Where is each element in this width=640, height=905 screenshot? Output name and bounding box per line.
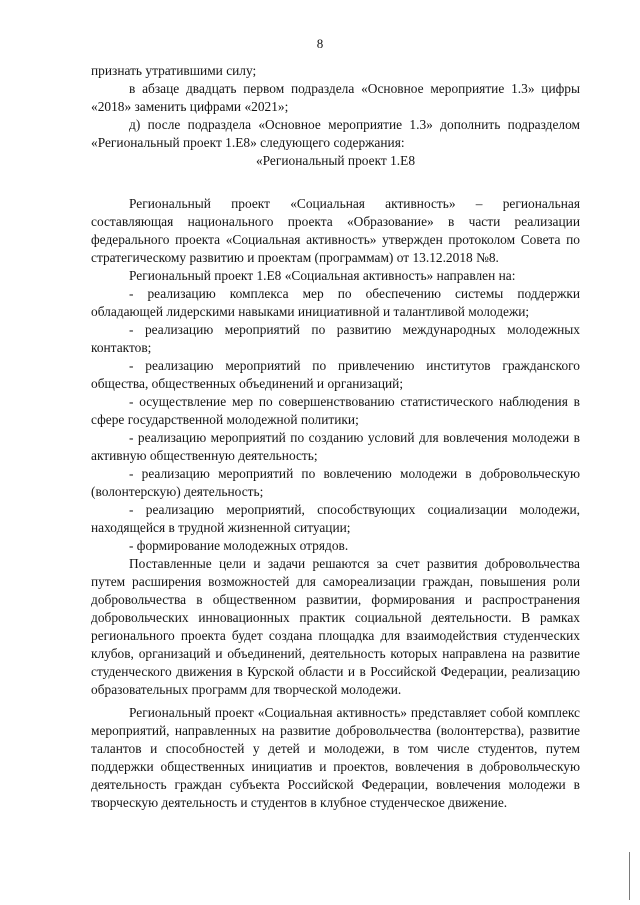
project-directions-intro: Региональный проект 1.Е8 «Социальная активность» направлен на: [129,268,516,283]
list-item: - реализацию мероприятий по развитию международных молодежных контактов; [91,322,580,355]
goals-paragraph: Поставленные цели и задачи решаются за счет развития добровольчества путем расширения возможностей для самореализации граждан, повышения роли добровольчества в общественном развитии, формирования и распространения добровольческих инновационных практик социальной деятельности. В рамках регионального проекта будет создана площадка для взаимодействия студенческих клубов, организаций и объединений, деятельность которых направлена на развитие студенческого движения в Курской области и в Российской Федерации, реализацию образовательных программ для творческой молодежи. [91,556,580,697]
page-number: 8 [316,36,324,51]
list-item: - реализацию мероприятий по привлечению институтов гражданского общества, общественных объединений и организаций; [91,358,580,391]
scan-edge-line [629,852,630,900]
list-item: - реализацию мероприятий, способствующих социализации молодежи, находящейся в трудной жизненной ситуации; [91,502,580,535]
list-item: - формирование молодежных отрядов. [129,538,349,553]
list-item: - реализацию мероприятий по вовлечению молодежи в добровольческую (волонтерскую) деятельность; [91,466,580,499]
section-gap [91,170,580,195]
paragraph-amendment-add-section: д) после подраздела «Основное мероприятие 1.3» дополнить подразделом «Региональный проект 1.Е8» следующего содержания: [91,117,580,150]
list-item: - реализацию мероприятий по созданию условий для вовлечения молодежи в активную общественную деятельность; [91,430,580,463]
list-item: - осуществление мер по совершенствованию статистического наблюдения в сфере государственной молодежной политики; [91,394,580,427]
project-summary-paragraph: Региональный проект «Социальная активность» представляет собой комплекс мероприятий, направленных на развитие добровольчества (волонтерства), развитие талантов и способностей у детей и молодежи, в том числе студентов, путем поддержки общественных инициатив и проектов, вовлечения в добровольческую деятельность граждан субъекта Российской Федерации, вовлечения молодежи в творческую деятельность и студентов в клубное студенческое движение. [91,705,580,810]
section-title: «Региональный проект 1.Е8 [255,153,416,168]
project-description: Региональный проект «Социальная активность» – региональная составляющая национального проекта «Образование» в части реализации федерального проекта «Социальная активность» утвержден протоколом Совета по стратегическому развитию и проектам (программам) от 13.12.2018 №8. [91,196,580,265]
paragraph-amendment-digits: в абзаце двадцать первом подраздела «Основное мероприятие 1.3» цифры «2018» заменить цифрами «2021»; [91,81,580,114]
document-body [91,62,580,812]
list-item: - реализацию комплекса мер по обеспечению системы поддержки обладающей лидерскими навыками инициативной и талантливой молодежи; [91,286,580,319]
paragraph-repeal: признать утратившими силу; [91,63,257,78]
